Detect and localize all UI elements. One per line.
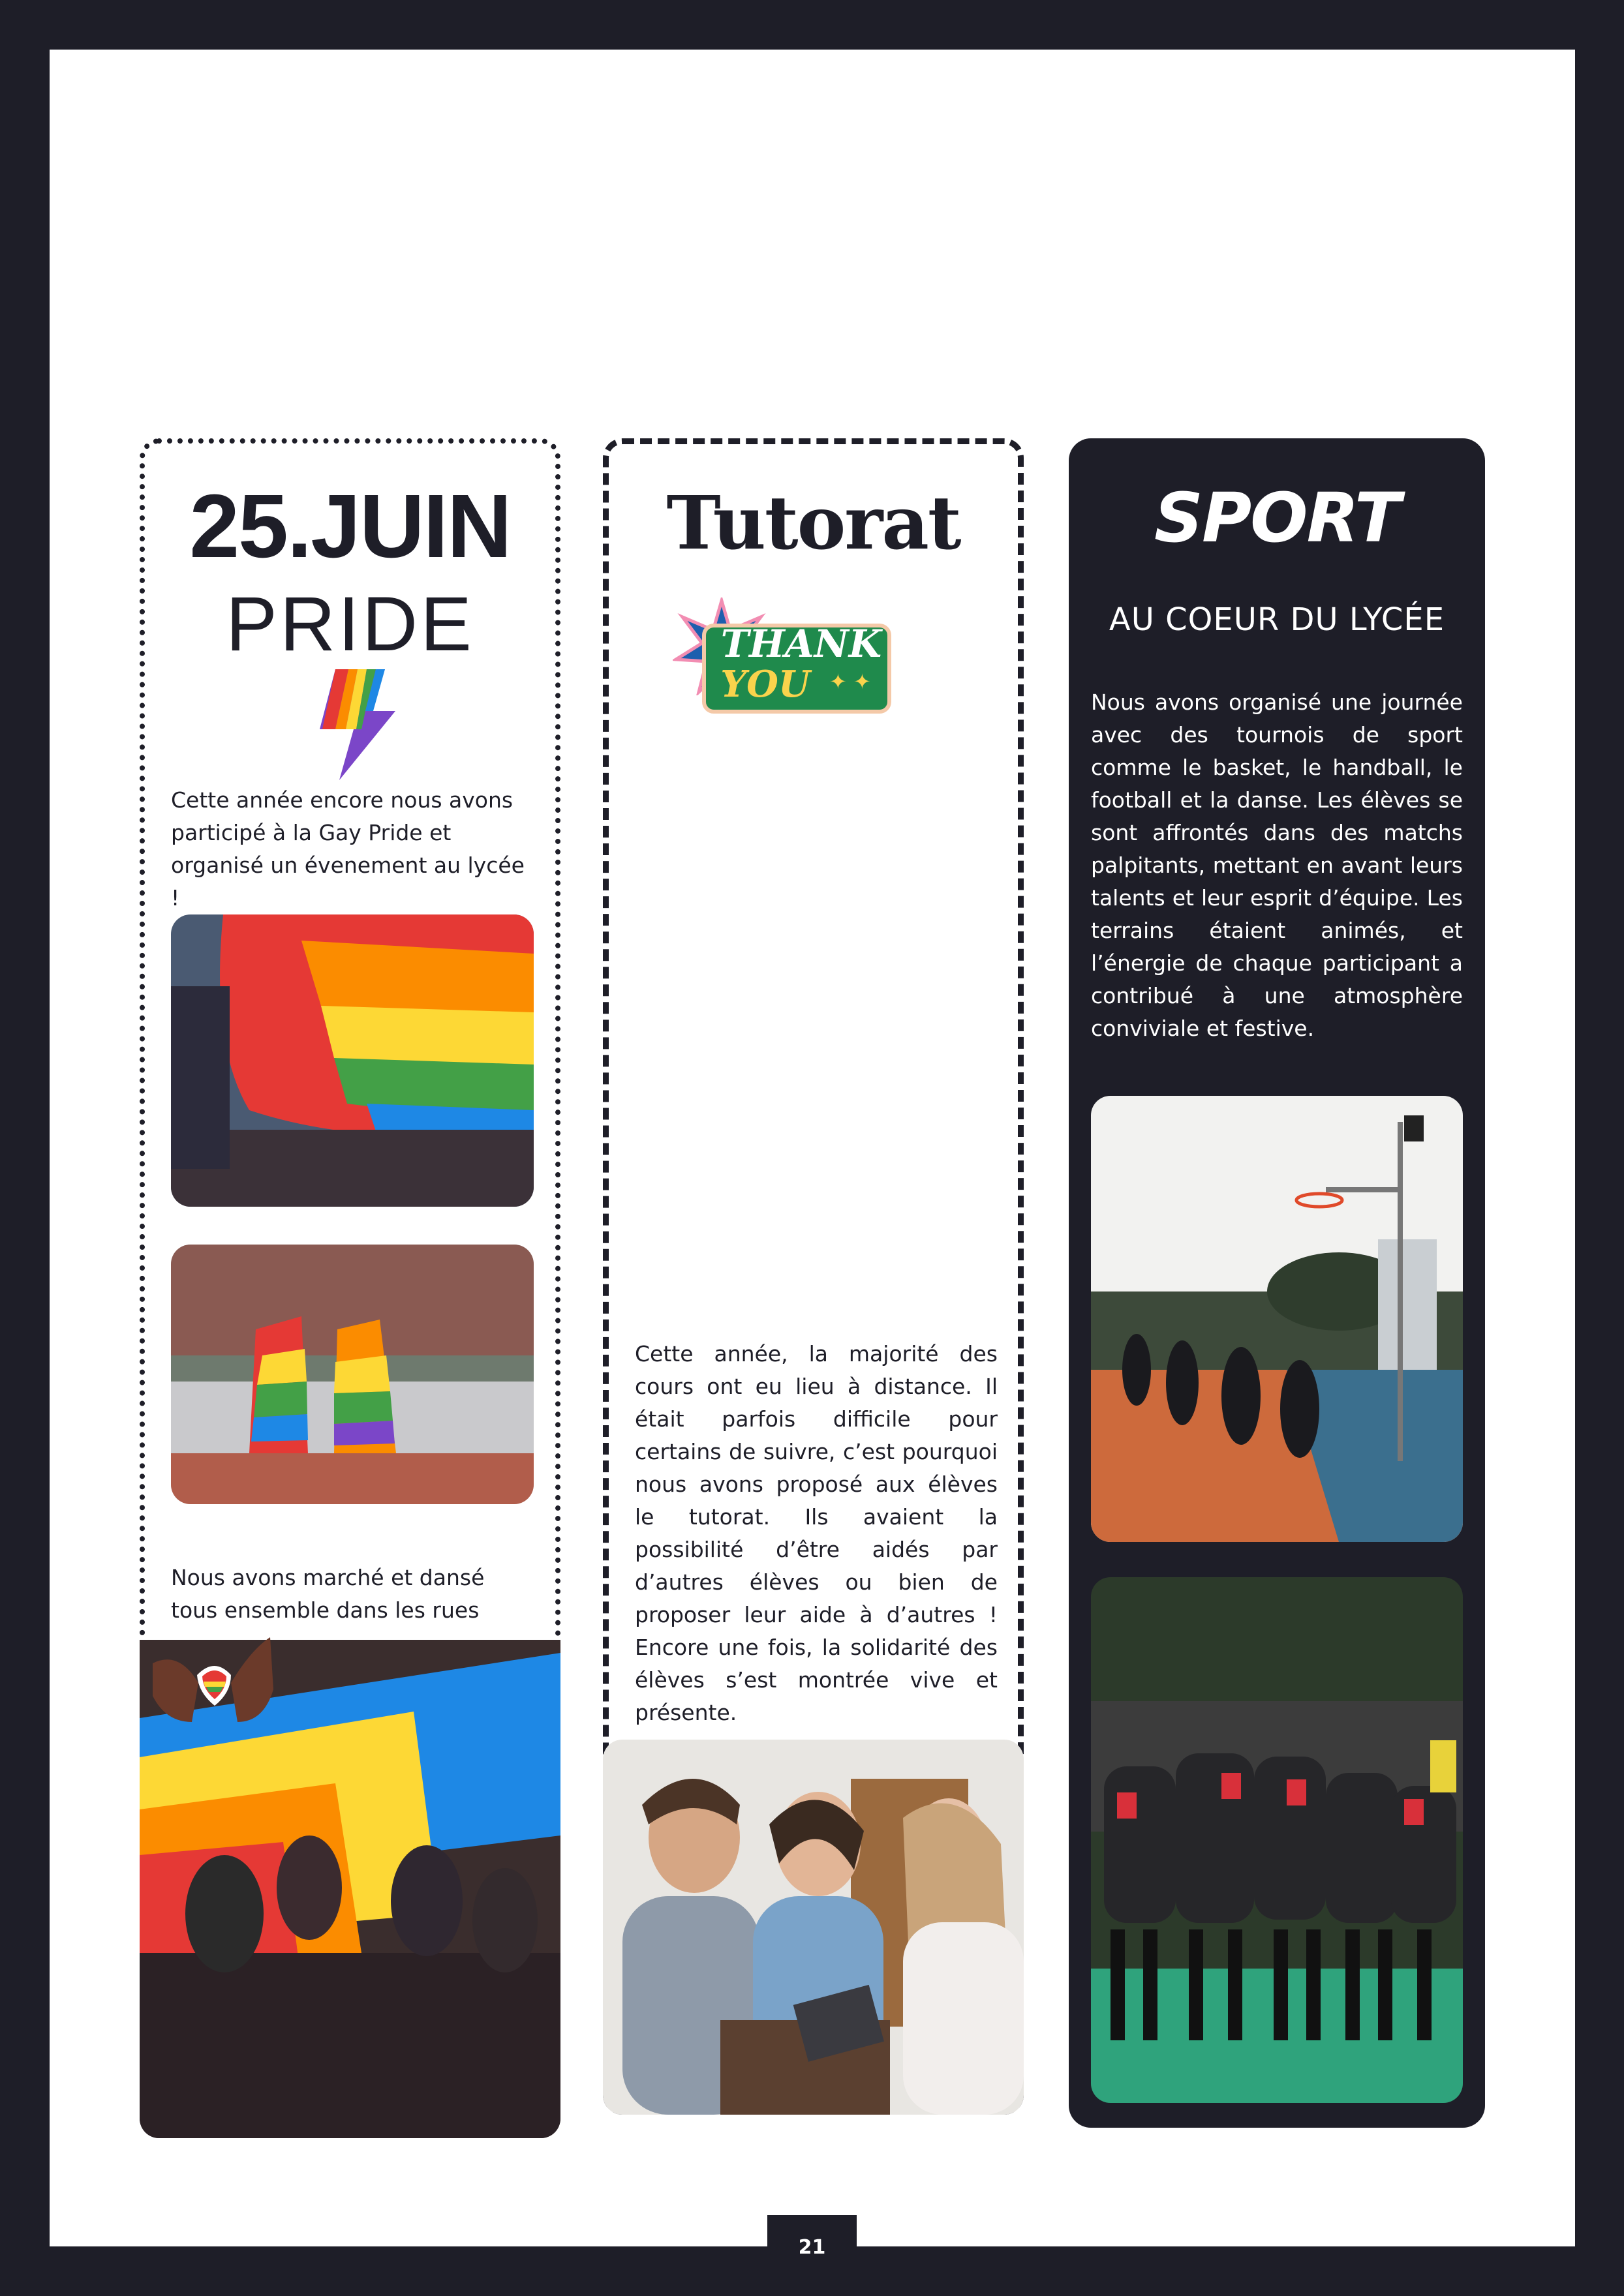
tutorat-text: Cette année, la majorité des cours ont eu lieu à distance. Il était parfois difficile pour certains de suivre, c’est pourquoi nous avons proposé aux élèves le tutorat. Ils avaient la possibilité d’être aidés par d’autres élèves ou bien de proposer leur aide à d’autres ! Encore une fois, la solidarité des élèves s’est montrée vive et présente. bbox=[635, 1341, 998, 1725]
heart-hands-icon bbox=[140, 1624, 283, 1735]
sticker-line-2: YOU bbox=[720, 663, 810, 706]
page-number: 21 bbox=[767, 2215, 857, 2296]
rainbow-bolt-icon bbox=[316, 665, 399, 783]
pride-caption-text: Nous avons marché et dansé tous ensemble dans les rues bbox=[171, 1565, 485, 1623]
pride-flag-image bbox=[171, 914, 534, 1207]
pride-column bbox=[140, 438, 560, 2133]
sport-title: SPORT bbox=[1154, 478, 1400, 558]
sticker-line-1: THANK bbox=[720, 622, 882, 666]
sparkle-icon: ✦ ✦ bbox=[829, 669, 871, 694]
pride-capes-image bbox=[171, 1245, 534, 1504]
pride-capes-photo bbox=[171, 1245, 534, 1504]
hockey-photo bbox=[1091, 1577, 1463, 2103]
tutorat-title: Tutorat bbox=[666, 481, 960, 566]
tutorat-column bbox=[603, 438, 1024, 2115]
thank-you-sticker bbox=[673, 597, 895, 715]
sport-subtitle: AU COEUR DU LYCÉE bbox=[1109, 601, 1445, 638]
basketball-photo bbox=[1091, 1096, 1463, 1542]
sport-text: Nous avons organisé une journée avec des tournois de sport comme le basket, le handball, le football et la danse. Les élèves se sont affrontés dans des matchs palpitants, mettant en avant leurs talents et leur esprit d’équipe. Les terrains étaient animés, et l’énergie de chaque participant a contribué à une atmosphère conviviale et festive. bbox=[1091, 689, 1463, 1041]
whiteboard-photo bbox=[631, 716, 999, 1274]
pride-intro-text: Cette année encore nous avons participé à la Gay Pride et organisé un évenement au lycée ! bbox=[171, 787, 525, 911]
basketball-image bbox=[1091, 1096, 1463, 1542]
students-image bbox=[603, 1740, 1024, 2115]
pride-title: PRIDE bbox=[226, 581, 474, 667]
whiteboard-image bbox=[631, 716, 999, 1274]
sport-column bbox=[1069, 438, 1485, 2128]
pride-flag-photo bbox=[171, 914, 534, 1207]
students-photo bbox=[603, 1740, 1024, 2115]
pride-date: 25.JUIN bbox=[189, 476, 511, 577]
hockey-image bbox=[1091, 1577, 1463, 2103]
